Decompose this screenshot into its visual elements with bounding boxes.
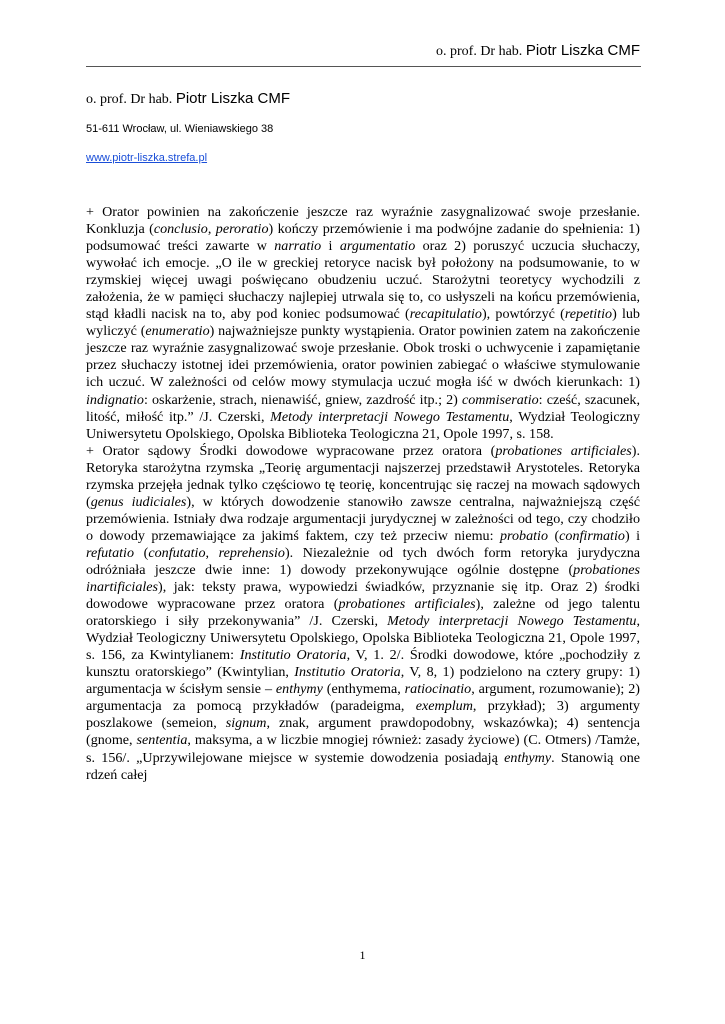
text-run: , <box>205 544 219 561</box>
text-run: ) kończy przemówienie i ma podwójne zadanie do spełnienia: 1) podsumować treści zawarte w <box>86 221 640 255</box>
paragraph-peroratio <box>86 204 640 443</box>
document-body <box>86 204 640 784</box>
text-run: : oskarżenie, strach, nienawiść, gniew, zazdrość itp.; 2) <box>143 391 462 408</box>
text-run: , przykład); 3) argumenty poszlakowe (semeion, <box>86 698 640 732</box>
author-prefix: o. prof. Dr hab. <box>86 92 173 107</box>
text-run: , V, 1. 2/. Środki dowodowe, które „pochodziły z kunsztu oratorskiego” (Kwintylian, <box>86 647 641 681</box>
text-run: : cześć, szacunek, litość, miłość itp.” /J. Czerski, <box>86 391 640 425</box>
text-run: ) lub wyliczyć ( <box>86 306 640 340</box>
text-run: (enthymema, <box>322 681 405 698</box>
italic-run: confutatio <box>148 544 206 561</box>
text-run: ), w których dowodzenie stanowiło zawsze centralna, najważniejszą część przemówienia. Istniały dwa rodzaje argumentacji jurydycznej w zależności od tego, czy chodziło o dowody przemawiające za jakimś faktem, czy też przeciw niemu: <box>86 493 640 544</box>
italic-run: narratio <box>274 238 322 255</box>
italic-run: conclusio <box>153 221 208 238</box>
italic-run: Metody interpretacji Nowego Testamentu <box>270 408 510 425</box>
header-prefix: o. prof. Dr hab. <box>436 44 523 59</box>
italic-run: sententia <box>136 732 188 749</box>
italic-run: reprehensio <box>218 544 285 561</box>
italic-run: peroratio <box>215 221 269 238</box>
text-run: + Orator sądowy Środki dowodowe wypracowane przez oratora ( <box>86 442 496 459</box>
author-address: 51-611 Wrocław, ul. Wieniawskiego 38 <box>86 123 274 135</box>
italic-run: indignatio <box>86 391 144 408</box>
text-run: . Stanowią one rdzeń całej <box>86 749 640 783</box>
italic-run: Metody interpretacji Nowego Testamentu <box>387 613 637 630</box>
text-run: ). Retoryka starożytna rzymska „Teorię argumentacji najszerzej przedstawił Arystoteles. Retoryka rzymska przejęła jednak tylko częściowo tę teorię, koncentrując się raczej na mowach sądowych ( <box>86 442 641 510</box>
author-line <box>86 90 290 108</box>
italic-run: probationes inartificiales <box>86 561 640 596</box>
italic-run: probationes artificiales <box>495 442 632 459</box>
text-run: , argument, rozumowanie); 2) argumentacja za pomocą przykładów (paradeigma, <box>86 681 640 715</box>
italic-run: commiseratio <box>461 391 539 408</box>
text-run: , Wydział Teologiczny Uniwersytetu Opolskiego, Opolska Biblioteka Teologiczna 21, Opole 1997, s. 156, za Kwintylianem: <box>86 613 640 664</box>
text-run: ), jak: teksty prawa, wypowiedzi świadków, przyznanie się itp. Oraz 2) środki dowodowe wypracowane przez oratora ( <box>86 579 640 613</box>
italic-run: genus iudiciales <box>90 493 187 510</box>
text-run: , Wydział Teologiczny Uniwersytetu Opolskiego, Opolska Biblioteka Teologiczna 21, Opole 1997, s. 158. <box>86 408 640 442</box>
text-run: , znak, argument prawdopodobny, wskazówka); 4) sentencja (gnome, <box>86 715 640 749</box>
header-name: Piotr Liszka CMF <box>525 42 640 59</box>
italic-run: enthymy <box>275 681 323 698</box>
italic-run: refutatio <box>86 544 135 561</box>
text-run: ( <box>548 527 560 544</box>
page-number: 1 <box>359 948 366 962</box>
italic-run: enthymy <box>504 749 552 766</box>
text-run: , <box>207 221 216 238</box>
text-run: + Orator powinien na zakończenie jeszcze raz wyraźnie zasygnalizować swoje przesłanie. Konkluzja ( <box>86 204 640 238</box>
page-header <box>436 42 640 60</box>
author-name: Piotr Liszka CMF <box>175 90 290 107</box>
text-run: i <box>321 238 340 255</box>
website-link[interactable]: www.piotr-liszka.strefa.pl <box>86 152 208 164</box>
text-run: oraz 2) poruszyć uczucia słuchaczy, wywołać ich emocje. „O ile w greckiej retoryce nacisk był położony na podsumowanie, to w rzymskiej więcej uwagi poświęcano obudzeniu uczuć. Starożytni teoretycy wychodzili z założenia, że w pamięci słuchaczy najlepiej utrwala się to, co usłyszeli na końcu przemówienia, stąd kładli nacisk na to, aby pod koniec podsumować ( <box>86 238 640 323</box>
text-run: , maksyma, a w liczbie mnogiej również: zasady życiowe) (C. Otmers) /Tamże, s. 156/. „Uprzywilejowane miejsce w systemie dowodzenia posiadają <box>86 732 640 766</box>
text-run: ), powtórzyć ( <box>481 306 565 323</box>
italic-run: signum <box>225 715 267 732</box>
italic-run: Institutio Oratoria <box>294 664 401 681</box>
italic-run: recapitulatio <box>409 306 482 323</box>
text-run: ( <box>134 544 149 561</box>
italic-run: Institutio Oratoria <box>239 647 347 664</box>
italic-run: probatio <box>499 527 548 544</box>
italic-run: repetitio <box>564 306 613 323</box>
header-rule <box>86 66 641 67</box>
paragraph-probationes <box>86 443 640 784</box>
italic-run: confirmatio <box>559 527 625 544</box>
italic-run: enumeratio <box>145 323 210 340</box>
text-run: ) najważniejsze punkty wystąpienia. Orator powinien zatem na zakończenie jeszcze raz wyraźnie zasygnalizować swoje przesłanie. Obok troski o uchwycenie i zapamiętanie przez słuchaczy istotnej idei przemówienia, orator powinien zabiegać o właściwe stymulowanie ich uczuć. W zależności od celów mowy stymulacja uczuć mogła iść w dwóch kierunkach: 1) <box>86 323 640 391</box>
text-run: , V, 8, 1) podzielono na cztery grupy: 1) argumentacja w ścisłym sensie – <box>86 664 640 698</box>
text-run: ), zależne od jego talentu oratorskiego i siły przekonywania” /J. Czerski, <box>86 596 641 630</box>
italic-run: ratiocinatio <box>404 681 472 698</box>
italic-run: probationes artificiales <box>338 596 476 613</box>
text-run: ) i <box>624 527 640 544</box>
text-run: ). Niezależnie od tych dwóch form retoryka jurydyczna odróżniała jeszcze dwie inne: 1) dowody przekonywujące ogólnie dostępne ( <box>86 544 640 578</box>
italic-run: exemplum <box>415 698 473 715</box>
italic-run: argumentatio <box>339 238 416 255</box>
